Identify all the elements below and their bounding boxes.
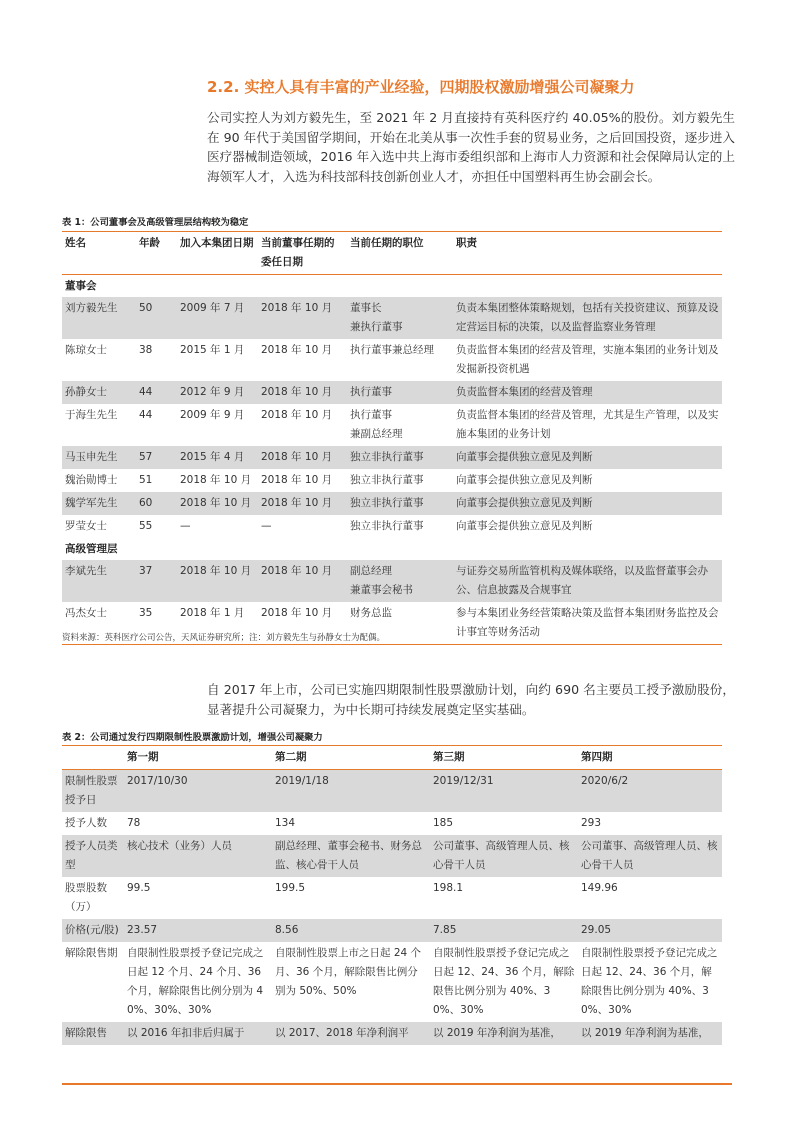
cell-position: 董事长 兼执行董事 bbox=[347, 297, 453, 339]
footer-divider bbox=[62, 1083, 732, 1085]
cell-duty: 与证券交易所监管机构及媒体联络，以及监督董事会办公、信息披露及合规事宜 bbox=[453, 560, 722, 602]
cell-phase-1: 2017/10/30 bbox=[124, 770, 272, 813]
cell-phase-3: 7.85 bbox=[430, 919, 578, 942]
header-age: 年龄 bbox=[136, 232, 177, 275]
table-row bbox=[62, 560, 722, 602]
table-row bbox=[62, 877, 722, 919]
table2-caption: 表 2：公司通过发行四期限制性股票激励计划，增强公司凝聚力 bbox=[62, 732, 323, 743]
cell-join: 2009 年 9 月 bbox=[180, 409, 245, 421]
cell-phase-1: 核心技术（业务）人员 bbox=[124, 835, 272, 877]
cell-name: 李斌先生 bbox=[62, 560, 136, 602]
cell-join: 2015 年 1 月 bbox=[180, 344, 245, 356]
cell-name: 刘方毅先生 bbox=[62, 297, 136, 339]
cell-name: 冯杰女士 bbox=[65, 607, 107, 619]
header-appoint-date: 当前董事任期的委任日期 bbox=[258, 232, 347, 275]
cell-phase-2: 134 bbox=[275, 817, 296, 829]
cell-phase-2: 199.5 bbox=[275, 882, 306, 894]
cell-age: 57 bbox=[136, 446, 177, 469]
table-row bbox=[62, 404, 722, 446]
table-row bbox=[62, 770, 722, 813]
row-label: 解除限售 bbox=[62, 1022, 124, 1045]
cell-age: 51 bbox=[139, 474, 153, 486]
group-board bbox=[62, 275, 722, 298]
row-label: 解除限售期 bbox=[65, 947, 118, 959]
cell-appoint: 2018 年 10 月 bbox=[261, 474, 333, 486]
header-phase-4: 第四期 bbox=[578, 746, 722, 770]
cell-join: 2012 年 9 月 bbox=[177, 381, 258, 404]
cell-appoint: 2018 年 10 月 bbox=[261, 607, 333, 619]
cell-position: 独立非执行董事 bbox=[347, 446, 453, 469]
table-row bbox=[62, 339, 722, 381]
cell-phase-4: 293 bbox=[581, 817, 602, 829]
row-label: 价格(元/股) bbox=[62, 919, 124, 942]
row-label: 股票股数（万） bbox=[65, 882, 107, 913]
cell-phase-2: 8.56 bbox=[272, 919, 430, 942]
header-name: 姓名 bbox=[62, 232, 136, 275]
header-position: 当前任期的职位 bbox=[347, 232, 453, 275]
cell-age: 60 bbox=[136, 492, 177, 515]
cell-duty: 向董事会提供独立意见及判断 bbox=[456, 474, 593, 486]
cell-appoint: 2018 年 10 月 bbox=[261, 344, 333, 356]
header-duty: 职责 bbox=[453, 232, 722, 275]
cell-appoint: 2018 年 10 月 bbox=[258, 297, 347, 339]
table-row bbox=[62, 469, 722, 492]
cell-join: 2018 年 10 月 bbox=[180, 474, 252, 486]
table-row bbox=[62, 515, 722, 538]
intro-paragraph: 公司实控人为刘方毅先生，至 2021 年 2 月直接持有英科医疗约 40.05%的股份。刘方毅先生在 90 年代于美国留学期间，开始在北美从事一次性手套的贸易业务，之后回国投资，逐步进入医疗器械制造领域，2016 年入选中共上海市委组织部和上海市人力资源和社会保障局认定的上海领军人才，入选为科技部科技创新创业人才，亦担任中国塑料再生协会副会长。 bbox=[207, 110, 735, 184]
cell-duty: 向董事会提供独立意见及判断 bbox=[456, 520, 593, 532]
group-management-label: 高级管理层 bbox=[65, 543, 118, 555]
cell-position: 独立非执行董事 bbox=[350, 474, 424, 486]
cell-phase-3: 185 bbox=[433, 817, 454, 829]
header-blank bbox=[62, 746, 124, 770]
cell-join: 2018 年 1 月 bbox=[180, 607, 245, 619]
cell-position: 执行董事 兼副总经理 bbox=[350, 409, 403, 440]
cell-join: 2018 年 10 月 bbox=[177, 492, 258, 515]
table2-header-row bbox=[62, 746, 722, 770]
row-label: 授予人数 bbox=[65, 817, 107, 829]
cell-position: 副总经理 兼董事会秘书 bbox=[347, 560, 453, 602]
cell-name: 于海生先生 bbox=[65, 409, 118, 421]
cell-appoint: 2018 年 10 月 bbox=[258, 560, 347, 602]
header-phase-3: 第三期 bbox=[430, 746, 578, 770]
cell-join: — bbox=[180, 520, 191, 532]
cell-phase-2: 以 2017、2018 年净利润平 bbox=[272, 1022, 430, 1045]
cell-position: 独立非执行董事 bbox=[350, 520, 424, 532]
cell-phase-1: 以 2016 年扣非后归属于 bbox=[124, 1022, 272, 1045]
cell-appoint: 2018 年 10 月 bbox=[258, 446, 347, 469]
cell-appoint: — bbox=[261, 520, 272, 532]
table-row bbox=[62, 1022, 722, 1045]
cell-duty: 向董事会提供独立意见及判断 bbox=[453, 492, 722, 515]
cell-phase-1: 23.57 bbox=[124, 919, 272, 942]
cell-phase-4: 2020/6/2 bbox=[578, 770, 722, 813]
table-row bbox=[62, 942, 722, 1022]
header-phase-1: 第一期 bbox=[124, 746, 272, 770]
table-row bbox=[62, 297, 722, 339]
cell-phase-2: 自限制性股票上市之日起 24 个月、36 个月，解除限售比例分别为 50%、50% bbox=[275, 947, 422, 997]
cell-name: 魏学军先生 bbox=[62, 492, 136, 515]
cell-appoint: 2018 年 10 月 bbox=[258, 492, 347, 515]
cell-join: 2015 年 4 月 bbox=[177, 446, 258, 469]
cell-phase-1: 99.5 bbox=[127, 882, 151, 894]
cell-name: 孙静女士 bbox=[62, 381, 136, 404]
cell-phase-4: 公司董事、高级管理人员、核心骨干人员 bbox=[578, 835, 722, 877]
incentive-paragraph: 自 2017 年上市，公司已实施四期限制性股票激励计划，向约 690 名主要员工授予激励股份，显著提升公司凝聚力，为中长期可持续发展奠定坚实基础。 bbox=[207, 682, 735, 717]
row-label: 授予人员类型 bbox=[62, 835, 124, 877]
cell-join: 2018 年 10 月 bbox=[177, 560, 258, 602]
table1-header-row bbox=[62, 232, 722, 275]
cell-appoint: 2018 年 10 月 bbox=[258, 381, 347, 404]
cell-join: 2009 年 7 月 bbox=[177, 297, 258, 339]
table-row bbox=[62, 381, 722, 404]
cell-phase-4: 29.05 bbox=[578, 919, 722, 942]
cell-name: 马玉申先生 bbox=[62, 446, 136, 469]
cell-duty: 负责监督本集团的经营及管理，实施本集团的业务计划及发掘新投资机遇 bbox=[456, 344, 719, 375]
row-label: 限制性股票授予日 bbox=[62, 770, 124, 813]
cell-duty: 负责本集团整体策略规划，包括有关投资建议、预算及设定营运目标的决策，以及监督监察业务管理 bbox=[453, 297, 722, 339]
table-row bbox=[62, 492, 722, 515]
cell-phase-4: 自限制性股票授予登记完成之日起 12、24、36 个月，解除限售比例分别为 40%、30%、30% bbox=[581, 947, 718, 1016]
group-management bbox=[62, 538, 722, 560]
header-join-date: 加入本集团日期 bbox=[177, 232, 258, 275]
cell-age: 35 bbox=[139, 607, 153, 619]
cell-age: 38 bbox=[139, 344, 153, 356]
cell-phase-3: 2019/12/31 bbox=[430, 770, 578, 813]
cell-position: 执行董事兼总经理 bbox=[350, 344, 434, 356]
cell-phase-3: 198.1 bbox=[433, 882, 464, 894]
cell-age: 55 bbox=[139, 520, 153, 532]
table-row bbox=[62, 919, 722, 942]
cell-phase-1: 自限制性股票授予登记完成之日起 12 个月、24 个月、36 个月，解除限售比例分别为 40%、30%、30% bbox=[127, 947, 264, 1016]
cell-position: 财务总监 bbox=[350, 607, 392, 619]
cell-phase-2: 2019/1/18 bbox=[272, 770, 430, 813]
cell-phase-3: 公司董事、高级管理人员、核心骨干人员 bbox=[430, 835, 578, 877]
board-table bbox=[62, 231, 722, 645]
table1-caption: 表 1：公司董事会及高级管理层结构较为稳定 bbox=[62, 217, 249, 228]
cell-phase-1: 78 bbox=[127, 817, 141, 829]
cell-appoint: 2018 年 10 月 bbox=[261, 409, 333, 421]
cell-name: 陈琼女士 bbox=[65, 344, 107, 356]
cell-age: 50 bbox=[136, 297, 177, 339]
cell-age: 44 bbox=[139, 409, 153, 421]
table-row bbox=[62, 812, 722, 835]
incentive-table bbox=[62, 745, 722, 1045]
cell-name: 魏治勋博士 bbox=[65, 474, 118, 486]
cell-phase-4: 149.96 bbox=[581, 882, 618, 894]
cell-name: 罗莹女士 bbox=[65, 520, 107, 532]
table1-source-note: 资料来源：英科医疗公司公告，天风证券研究所；注：刘方毅先生与孙静女士为配偶。 bbox=[62, 633, 386, 643]
header-phase-2: 第二期 bbox=[272, 746, 430, 770]
cell-duty: 参与本集团业务经营策略决策及监督本集团财务监控及会计事宜等财务活动 bbox=[456, 607, 719, 638]
table-row bbox=[62, 446, 722, 469]
cell-age: 37 bbox=[136, 560, 177, 602]
cell-duty: 负责监督本集团的经营及管理，尤其是生产管理，以及实施本集团的业务计划 bbox=[456, 409, 719, 440]
cell-position: 执行董事 bbox=[347, 381, 453, 404]
cell-age: 44 bbox=[136, 381, 177, 404]
section-heading: 2.2. 实控人具有丰富的产业经验，四期股权激励增强公司凝聚力 bbox=[207, 78, 635, 96]
cell-phase-3: 自限制性股票授予登记完成之日起 12、24、36 个月，解除限售比例分别为 40%、30%、30% bbox=[433, 947, 575, 1016]
cell-phase-4: 以 2019 年净利润为基准， bbox=[578, 1022, 722, 1045]
table-row bbox=[62, 835, 722, 877]
cell-position: 独立非执行董事 bbox=[347, 492, 453, 515]
cell-duty: 向董事会提供独立意见及判断 bbox=[453, 446, 722, 469]
cell-phase-2: 副总经理、董事会秘书、财务总监、核心骨干人员 bbox=[272, 835, 430, 877]
cell-phase-3: 以 2019 年净利润为基准， bbox=[430, 1022, 578, 1045]
cell-duty: 负责监督本集团的经营及管理 bbox=[453, 381, 722, 404]
group-board-label: 董事会 bbox=[65, 280, 97, 292]
